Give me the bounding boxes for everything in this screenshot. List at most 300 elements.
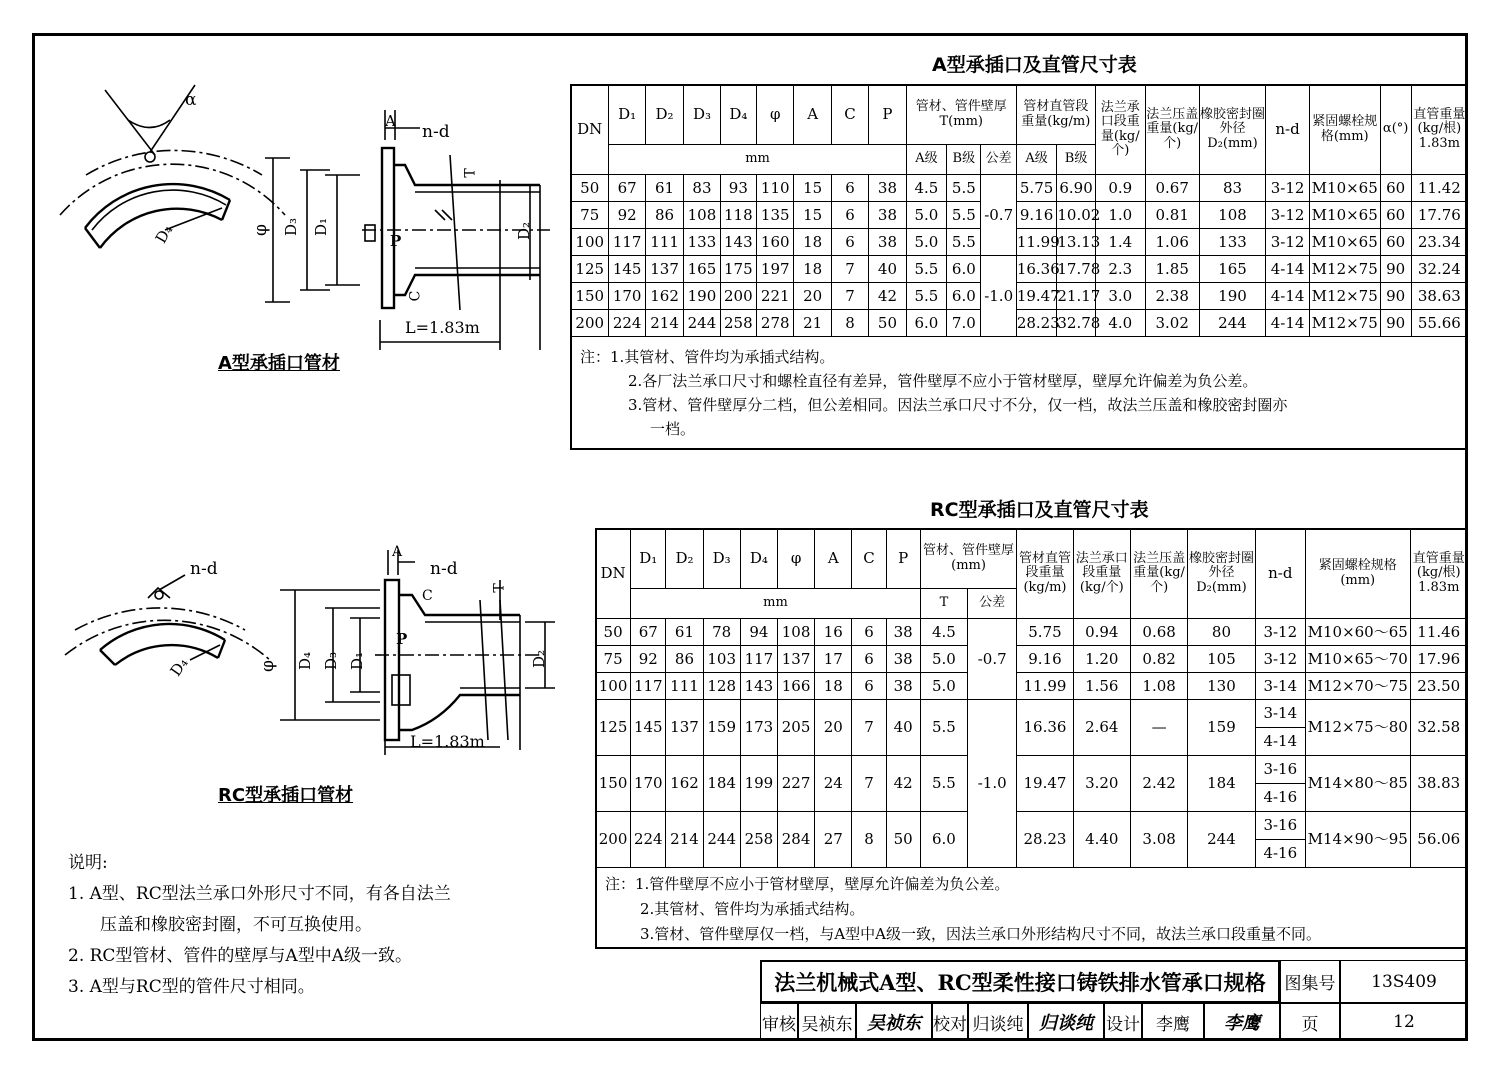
table-cell: 38 bbox=[869, 229, 906, 256]
figure-rc-title: RC型承插口管材 bbox=[218, 785, 354, 806]
table-cell: 190 bbox=[684, 283, 720, 310]
table-cell: 5.0 bbox=[906, 202, 947, 229]
table-cell: 3-16 bbox=[1255, 756, 1305, 784]
table-cell: 162 bbox=[645, 283, 683, 310]
table-cell: 32.58 bbox=[1410, 700, 1467, 756]
table-cell: 86 bbox=[666, 646, 703, 673]
table-cell: 5.5 bbox=[947, 229, 981, 256]
figure-a-title: A型承插口管材 bbox=[218, 353, 340, 374]
table-cell: 60 bbox=[1380, 229, 1411, 256]
table-cell: 0.94 bbox=[1073, 619, 1130, 646]
col-pw-a-grade: A级 bbox=[1016, 145, 1057, 175]
table-cell: 175 bbox=[720, 256, 756, 283]
col-straight-len: 1.83m bbox=[1418, 135, 1460, 151]
table-cell: M10×65～70 bbox=[1305, 646, 1410, 673]
table-cell: 0.81 bbox=[1145, 202, 1199, 229]
fig-a-label-d2: D₂ bbox=[515, 221, 534, 241]
col-d2: D₂ bbox=[645, 85, 683, 145]
fig-a-label-a: A bbox=[385, 112, 396, 130]
table-cell: 244 bbox=[1188, 812, 1255, 868]
explanation-item: 1. A型、RC型法兰承口外形尺寸不同，有各自法兰 bbox=[68, 884, 451, 904]
table-cell: 1.85 bbox=[1145, 256, 1199, 283]
rc-col-a: A bbox=[815, 529, 852, 589]
table-rc-note: 3.管材、管件壁厚仅一档，与A型中A级一致，因法兰承口外形结构尺寸不同，故法兰承口段重量不同。 bbox=[640, 925, 1321, 943]
design-label: 设计 bbox=[1104, 1003, 1142, 1041]
fig-a-label-alpha: α bbox=[185, 90, 197, 110]
fig-rc-label-d1: D₁ bbox=[348, 651, 367, 671]
fig-a-label-nd: n-d bbox=[422, 122, 450, 142]
table-cell: 160 bbox=[757, 229, 794, 256]
table-cell: 40 bbox=[869, 256, 906, 283]
col-a: A bbox=[794, 85, 831, 145]
atlas-number: 13S409 bbox=[1340, 960, 1468, 1003]
table-cell: 1.06 bbox=[1145, 229, 1199, 256]
table-cell: 0.9 bbox=[1095, 175, 1145, 202]
col-straight-label: 直管重量(kg/根) bbox=[1413, 107, 1466, 137]
table-cell: 1.20 bbox=[1073, 646, 1130, 673]
fig-a-label-l: L=1.83m bbox=[405, 318, 480, 337]
table-cell: 75 bbox=[571, 202, 609, 229]
table-cell: 80 bbox=[1188, 619, 1255, 646]
fig-rc-label-d4: D₄ bbox=[166, 654, 192, 680]
table-cell: 0.68 bbox=[1130, 619, 1187, 646]
table-rc-border bbox=[595, 528, 1468, 949]
table-cell: M10×60～65 bbox=[1305, 619, 1410, 646]
table-cell: 11.99 bbox=[1017, 673, 1073, 700]
fig-a-label-d1: D₁ bbox=[312, 217, 331, 237]
table-cell: 6 bbox=[831, 175, 868, 202]
table-cell: 67 bbox=[609, 175, 645, 202]
table-cell: 125 bbox=[596, 700, 631, 756]
table-cell: 60 bbox=[1380, 175, 1411, 202]
table-cell: 214 bbox=[645, 310, 683, 337]
table-cell: 108 bbox=[1199, 202, 1266, 229]
table-cell: 7 bbox=[831, 283, 868, 310]
rc-col-t: T bbox=[920, 589, 967, 619]
fig-rc-label-p: P bbox=[396, 630, 408, 648]
fig-rc-label-a: A bbox=[392, 544, 403, 560]
rc-col-straight-len: 1.83m bbox=[1418, 579, 1460, 595]
table-cell: 111 bbox=[645, 229, 683, 256]
fig-rc-label-l: L=1.83m bbox=[410, 732, 485, 751]
table-cell: 94 bbox=[740, 619, 777, 646]
table-cell: 86 bbox=[645, 202, 683, 229]
table-cell: 143 bbox=[720, 229, 756, 256]
table-cell: 16.36 bbox=[1016, 256, 1057, 283]
table-cell: 42 bbox=[869, 283, 906, 310]
col-b-grade: B级 bbox=[947, 145, 981, 175]
table-cell: 224 bbox=[631, 812, 666, 868]
table-cell: 184 bbox=[703, 756, 740, 812]
col-c: C bbox=[831, 85, 868, 145]
table-cell: 165 bbox=[684, 256, 720, 283]
table-cell: 143 bbox=[740, 673, 777, 700]
table-cell: 6.0 bbox=[947, 256, 981, 283]
table-cell: 83 bbox=[684, 175, 720, 202]
tolerance-cell: -1.0 bbox=[968, 700, 1017, 868]
table-cell: 11.46 bbox=[1410, 619, 1467, 646]
explanation bbox=[68, 848, 451, 1003]
table-cell: 150 bbox=[596, 756, 631, 812]
table-cell: 13.13 bbox=[1057, 229, 1095, 256]
table-cell: 78 bbox=[703, 619, 740, 646]
table-cell: 2.42 bbox=[1130, 756, 1187, 812]
table-cell: 92 bbox=[631, 646, 666, 673]
table-cell: 118 bbox=[720, 202, 756, 229]
table-cell: 1.08 bbox=[1130, 673, 1187, 700]
table-cell: 137 bbox=[645, 256, 683, 283]
table-cell: 5.0 bbox=[920, 646, 967, 673]
table-cell: 7.0 bbox=[947, 310, 981, 337]
fig-rc-label-d2: D₂ bbox=[530, 649, 549, 669]
table-cell: 159 bbox=[703, 700, 740, 756]
table-cell: 23.34 bbox=[1411, 229, 1467, 256]
fig-rc-label-c: C bbox=[422, 588, 433, 604]
table-cell: 20 bbox=[794, 283, 831, 310]
table-cell: 137 bbox=[666, 700, 703, 756]
rc-col-flange-weight: 法兰承口段重量(kg/个) bbox=[1073, 529, 1130, 619]
check-label: 校对 bbox=[932, 1003, 968, 1041]
table-cell: 145 bbox=[609, 256, 645, 283]
table-cell: 0.82 bbox=[1130, 646, 1187, 673]
table-cell: 3-12 bbox=[1266, 175, 1310, 202]
table-cell: 170 bbox=[631, 756, 666, 812]
table-cell: — bbox=[1130, 700, 1187, 756]
table-cell: 55.66 bbox=[1411, 310, 1467, 337]
rc-col-bolt: 紧固螺栓规格(mm) bbox=[1305, 529, 1410, 619]
table-cell: 130 bbox=[1188, 673, 1255, 700]
table-cell: 166 bbox=[777, 673, 814, 700]
table-cell: 6.0 bbox=[906, 310, 947, 337]
table-cell: 227 bbox=[777, 756, 814, 812]
table-cell: 205 bbox=[777, 700, 814, 756]
table-cell: 3-16 bbox=[1255, 812, 1305, 840]
table-cell: 11.42 bbox=[1411, 175, 1467, 202]
table-cell: 20 bbox=[815, 700, 852, 756]
table-cell: M10×65 bbox=[1309, 229, 1380, 256]
table-cell: 221 bbox=[757, 283, 794, 310]
fig-rc-label-d4b: D₄ bbox=[296, 651, 315, 671]
table-cell: 8 bbox=[831, 310, 868, 337]
table-cell: 60 bbox=[1380, 202, 1411, 229]
table-cell: 137 bbox=[777, 646, 814, 673]
table-cell: 6 bbox=[852, 673, 886, 700]
rc-col-dn: DN bbox=[596, 529, 631, 619]
col-thickness: 管材、管件壁厚T(mm) bbox=[906, 85, 1016, 145]
table-cell: 3-14 bbox=[1255, 700, 1305, 728]
rc-col-thickness: 管材、管件壁厚(mm) bbox=[920, 529, 1017, 589]
table-cell: 3.02 bbox=[1145, 310, 1199, 337]
table-a-note: 2.各厂法兰承口尺寸和螺栓直径有差异，管件壁厚不应小于管材壁厚，壁厚允许偏差为负公差。 bbox=[628, 372, 1258, 390]
explanation-title: 说明: bbox=[68, 853, 108, 873]
table-cell: M12×75 bbox=[1309, 256, 1380, 283]
col-gland-weight: 法兰压盖重量(kg/个) bbox=[1145, 85, 1199, 175]
table-cell: 28.23 bbox=[1017, 812, 1073, 868]
table-cell: 1.56 bbox=[1073, 673, 1130, 700]
table-cell: 2.3 bbox=[1095, 256, 1145, 283]
table-cell: 3-12 bbox=[1255, 619, 1305, 646]
col-dn: DN bbox=[571, 85, 609, 175]
table-rc-title: RC型承插口及直管尺寸表 bbox=[930, 499, 1149, 521]
table-cell: 18 bbox=[794, 229, 831, 256]
table-cell: 5.0 bbox=[906, 229, 947, 256]
table-rc-note: 2.其管材、管件均为承插式结构。 bbox=[640, 900, 865, 918]
table-cell: 278 bbox=[757, 310, 794, 337]
table-cell: 17 bbox=[815, 646, 852, 673]
table-cell: 3.20 bbox=[1073, 756, 1130, 812]
table-cell: 117 bbox=[631, 673, 666, 700]
table-cell: 3-12 bbox=[1255, 646, 1305, 673]
table-cell: M12×75～80 bbox=[1305, 700, 1410, 756]
table-cell: 19.47 bbox=[1017, 756, 1073, 812]
table-cell: 32.78 bbox=[1057, 310, 1095, 337]
page-number: 12 bbox=[1340, 1003, 1468, 1041]
table-cell: 4-16 bbox=[1255, 784, 1305, 812]
fig-a-label-p: P bbox=[390, 232, 402, 250]
table-cell: 28.23 bbox=[1016, 310, 1057, 337]
table-cell: 200 bbox=[720, 283, 756, 310]
fig-rc-label-d3: D₃ bbox=[322, 651, 341, 671]
rc-col-d4: D₄ bbox=[740, 529, 777, 589]
table-a-note: 注：1.其管材、管件均为承插式结构。 bbox=[580, 348, 835, 366]
fig-a-label-d4: D₄ bbox=[151, 221, 177, 247]
review-label: 审核 bbox=[760, 1003, 798, 1041]
table-cell: 173 bbox=[740, 700, 777, 756]
table-cell: M12×75 bbox=[1309, 283, 1380, 310]
table-cell: 190 bbox=[1199, 283, 1266, 310]
table-cell: 50 bbox=[886, 812, 920, 868]
table-a-border bbox=[570, 84, 1468, 450]
table-cell: 7 bbox=[831, 256, 868, 283]
table-cell: 67 bbox=[631, 619, 666, 646]
table-cell: 38.63 bbox=[1411, 283, 1467, 310]
checker-name: 归谈纯 bbox=[968, 1003, 1028, 1041]
tolerance-cell: -1.0 bbox=[981, 256, 1016, 337]
designer-signature: 李鹰 bbox=[1204, 1003, 1280, 1041]
checker-signature: 归谈纯 bbox=[1028, 1003, 1104, 1041]
table-cell: 170 bbox=[609, 283, 645, 310]
table-cell: 93 bbox=[720, 175, 756, 202]
explanation-item: 3. A型与RC型的管件尺寸相同。 bbox=[68, 977, 315, 997]
fig-a-label-t: T bbox=[462, 168, 479, 178]
table-cell: 38 bbox=[886, 619, 920, 646]
table-cell: 108 bbox=[684, 202, 720, 229]
rc-col-d3: D₃ bbox=[703, 529, 740, 589]
table-cell: 38 bbox=[869, 202, 906, 229]
title-block bbox=[760, 960, 1468, 1041]
table-cell: 24 bbox=[815, 756, 852, 812]
explanation-item: 2. RC型管材、管件的壁厚与A型中A级一致。 bbox=[68, 946, 412, 966]
table-cell: 27 bbox=[815, 812, 852, 868]
fig-a-label-d3: D₃ bbox=[282, 217, 301, 237]
unit-mm: mm bbox=[609, 145, 906, 175]
tolerance-cell: -0.7 bbox=[968, 619, 1017, 700]
col-pw-b-grade: B级 bbox=[1057, 145, 1095, 175]
table-cell: 6 bbox=[831, 229, 868, 256]
table-cell: 6.90 bbox=[1057, 175, 1095, 202]
table-cell: 19.47 bbox=[1016, 283, 1057, 310]
table-cell: 284 bbox=[777, 812, 814, 868]
tolerance-cell: -0.7 bbox=[981, 175, 1016, 256]
table-cell: 145 bbox=[631, 700, 666, 756]
rc-col-gland-weight: 法兰压盖重量(kg/个) bbox=[1130, 529, 1187, 619]
table-cell: 103 bbox=[703, 646, 740, 673]
atlas-label: 图集号 bbox=[1280, 960, 1340, 1003]
col-nd: n-d bbox=[1266, 85, 1310, 175]
table-cell: 4-14 bbox=[1255, 728, 1305, 756]
rc-col-tolerance: 公差 bbox=[968, 589, 1017, 619]
rc-col-nd: n-d bbox=[1255, 529, 1305, 619]
table-cell: 244 bbox=[684, 310, 720, 337]
table-cell: 184 bbox=[1188, 756, 1255, 812]
table-cell: 75 bbox=[596, 646, 631, 673]
col-flange-weight: 法兰承口段重量(kg/个) bbox=[1095, 85, 1145, 175]
table-cell: 9.16 bbox=[1017, 646, 1073, 673]
table-cell: 1.4 bbox=[1095, 229, 1145, 256]
table-cell: 258 bbox=[740, 812, 777, 868]
table-cell: 4-16 bbox=[1255, 840, 1305, 868]
table-cell: 5.5 bbox=[947, 175, 981, 202]
table-cell: 21 bbox=[794, 310, 831, 337]
table-cell: 18 bbox=[794, 256, 831, 283]
table-rc-note: 注：1.管件壁厚不应小于管材壁厚，壁厚允许偏差为负公差。 bbox=[605, 875, 1010, 893]
col-p: P bbox=[869, 85, 906, 145]
table-cell: 17.76 bbox=[1411, 202, 1467, 229]
table-cell: 11.99 bbox=[1016, 229, 1057, 256]
table-cell: 32.24 bbox=[1411, 256, 1467, 283]
col-d3: D₃ bbox=[684, 85, 720, 145]
table-cell: 200 bbox=[596, 812, 631, 868]
col-gasket: 橡胶密封圈外径D₂(mm) bbox=[1199, 85, 1266, 175]
table-cell: 214 bbox=[666, 812, 703, 868]
table-cell: 50 bbox=[869, 310, 906, 337]
table-cell: 165 bbox=[1199, 256, 1266, 283]
table-cell: 244 bbox=[703, 812, 740, 868]
table-cell: M10×65 bbox=[1309, 202, 1380, 229]
rc-col-phi: φ bbox=[777, 529, 814, 589]
rc-unit-mm: mm bbox=[631, 589, 921, 619]
table-a-title: A型承插口及直管尺寸表 bbox=[932, 54, 1137, 76]
explanation-item: 压盖和橡胶密封圈，不可互换使用。 bbox=[100, 915, 372, 935]
table-cell: 100 bbox=[571, 229, 609, 256]
rc-col-straight-label: 直管重量(kg/根) bbox=[1412, 551, 1465, 581]
table-cell: 6.0 bbox=[920, 812, 967, 868]
table-cell: 38 bbox=[886, 646, 920, 673]
table-cell: 4-14 bbox=[1266, 310, 1310, 337]
table-cell: 110 bbox=[757, 175, 794, 202]
figure-a-drawing bbox=[40, 80, 565, 360]
table-cell: 5.5 bbox=[947, 202, 981, 229]
table-cell: 0.67 bbox=[1145, 175, 1199, 202]
table-cell: 2.38 bbox=[1145, 283, 1199, 310]
table-cell: 6 bbox=[852, 619, 886, 646]
table-cell: 5.5 bbox=[920, 756, 967, 812]
table-cell: 5.75 bbox=[1017, 619, 1073, 646]
table-cell: 4.0 bbox=[1095, 310, 1145, 337]
table-cell: 133 bbox=[1199, 229, 1266, 256]
table-cell: 5.0 bbox=[920, 673, 967, 700]
table-cell: 244 bbox=[1199, 310, 1266, 337]
fig-a-label-phi: φ bbox=[250, 224, 271, 236]
table-cell: 6 bbox=[852, 646, 886, 673]
table-cell: 61 bbox=[645, 175, 683, 202]
table-cell: 16.36 bbox=[1017, 700, 1073, 756]
table-cell: 21.17 bbox=[1057, 283, 1095, 310]
table-cell: 224 bbox=[609, 310, 645, 337]
table-cell: 111 bbox=[666, 673, 703, 700]
table-cell: M12×75 bbox=[1309, 310, 1380, 337]
table-cell: 4-14 bbox=[1266, 256, 1310, 283]
col-a-grade: A级 bbox=[906, 145, 947, 175]
table-cell: 40 bbox=[886, 700, 920, 756]
table-cell: 38.83 bbox=[1410, 756, 1467, 812]
table-cell: 10.02 bbox=[1057, 202, 1095, 229]
rc-col-c: C bbox=[852, 529, 886, 589]
table-cell: 18 bbox=[815, 673, 852, 700]
table-cell: 6 bbox=[831, 202, 868, 229]
table-cell: 200 bbox=[571, 310, 609, 337]
table-cell: 128 bbox=[703, 673, 740, 700]
table-cell: 61 bbox=[666, 619, 703, 646]
table-cell: 38 bbox=[869, 175, 906, 202]
rc-col-p: P bbox=[886, 529, 920, 589]
table-cell: 3.08 bbox=[1130, 812, 1187, 868]
table-cell: 9.16 bbox=[1016, 202, 1057, 229]
table-cell: 5.5 bbox=[906, 283, 947, 310]
table-cell: M14×90～95 bbox=[1305, 812, 1410, 868]
table-cell: 3-12 bbox=[1266, 229, 1310, 256]
table-cell: M10×65 bbox=[1309, 175, 1380, 202]
table-a-note: 3.管材、管件壁厚分二档，但公差相同。因法兰承口尺寸不分，仅一档，故法兰压盖和橡胶密封圈亦 bbox=[628, 396, 1288, 414]
fig-a-label-c: C bbox=[407, 290, 424, 302]
table-cell: 56.06 bbox=[1410, 812, 1467, 868]
table-cell: 3.0 bbox=[1095, 283, 1145, 310]
table-cell: 7 bbox=[852, 756, 886, 812]
fig-rc-label-t: T bbox=[491, 583, 508, 593]
table-cell: 83 bbox=[1199, 175, 1266, 202]
table-cell: 50 bbox=[596, 619, 631, 646]
table-cell: 15 bbox=[794, 175, 831, 202]
table-cell: 105 bbox=[1188, 646, 1255, 673]
table-cell: 125 bbox=[571, 256, 609, 283]
table-cell: 5.5 bbox=[920, 700, 967, 756]
table-cell: 108 bbox=[777, 619, 814, 646]
table-cell: 17.96 bbox=[1410, 646, 1467, 673]
table-cell: 3-14 bbox=[1255, 673, 1305, 700]
table-cell: 162 bbox=[666, 756, 703, 812]
table-cell: 2.64 bbox=[1073, 700, 1130, 756]
table-cell: 135 bbox=[757, 202, 794, 229]
table-a-note: 一档。 bbox=[650, 420, 696, 438]
table-cell: 100 bbox=[596, 673, 631, 700]
fig-rc-label-nd: n-d bbox=[190, 559, 218, 579]
table-cell: 16 bbox=[815, 619, 852, 646]
table-cell: 197 bbox=[757, 256, 794, 283]
table-cell: 133 bbox=[684, 229, 720, 256]
rc-col-d1: D₁ bbox=[631, 529, 666, 589]
table-cell: 17.78 bbox=[1057, 256, 1095, 283]
rc-col-d2: D₂ bbox=[666, 529, 703, 589]
rc-col-pipe-weight: 管材直管段重量(kg/m) bbox=[1017, 529, 1073, 619]
table-cell: 5.75 bbox=[1016, 175, 1057, 202]
designer-name: 李鹰 bbox=[1142, 1003, 1204, 1041]
col-pipe-weight: 管材直管段重量(kg/m) bbox=[1016, 85, 1095, 145]
table-cell: 92 bbox=[609, 202, 645, 229]
table-cell: 159 bbox=[1188, 700, 1255, 756]
table-cell: 150 bbox=[571, 283, 609, 310]
fig-rc-label-nd2: n-d bbox=[430, 559, 458, 579]
col-alpha: α(°) bbox=[1380, 85, 1411, 175]
